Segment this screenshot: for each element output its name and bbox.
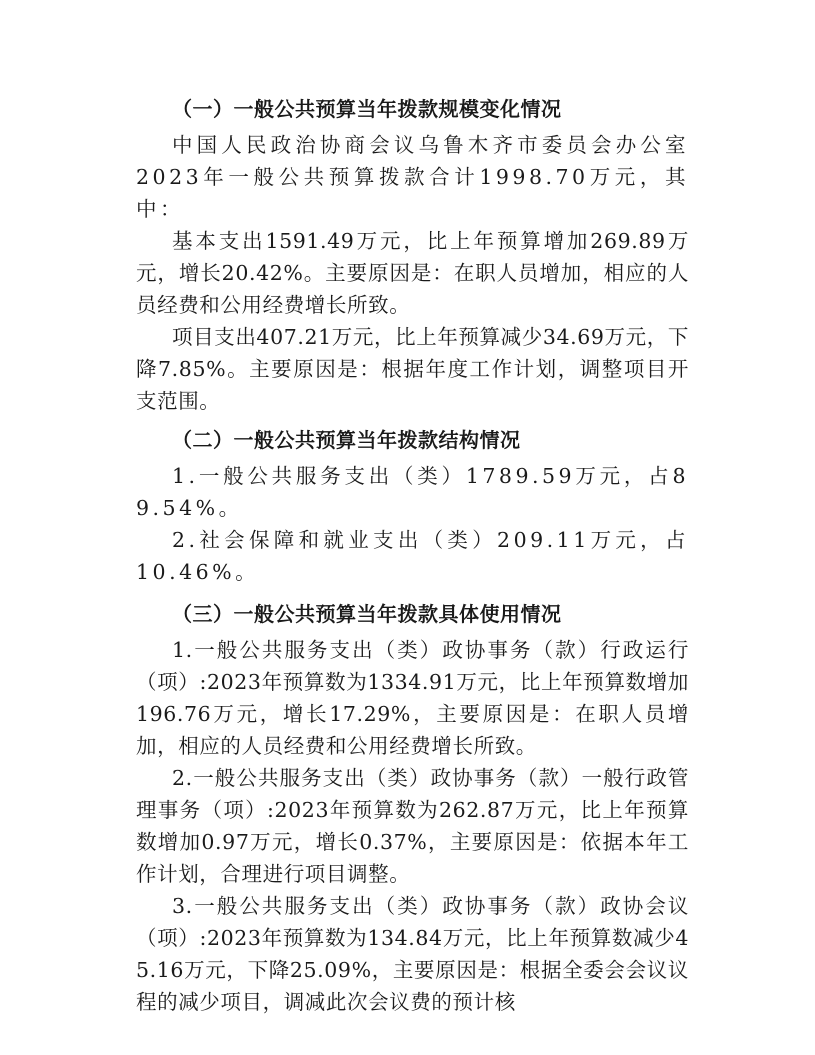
paragraph-general-administration: 2.一般公共服务支出（类）政协事务（款）一般行政管理事务（项）:2023年预算数为262.87万元，比上年预算数增加0.97万元，增长0.37%，主要原因是：依据本年工作计划，合理进行项目调整。 — [136, 766, 689, 886]
section-heading-structure: （二）一般公共预算当年拨款结构情况 — [172, 428, 521, 452]
paragraph-administrative-operation: 1.一般公共服务支出（类）政协事务（款）行政运行（项）:2023年预算数为1334.91万元，比上年预算数增加196.76万元，增长17.29%，主要原因是：在职人员增加，相应的人员经费和公用经费增长所致。 — [136, 638, 689, 758]
paragraph-basic-expenditure: 基本支出1591.49万元，比上年预算增加269.89万元，增长20.42%。主要原因是：在职人员增加，相应的人员经费和公用经费增长所致。 — [136, 229, 689, 317]
paragraph-cppcc-meeting: 3.一般公共服务支出（类）政协事务（款）政协会议（项）:2023年预算数为134.84万元，比上年预算数减少45.16万元，下降25.09%，主要原因是：根据全委会会议议程的减少项目，调减此次会议费的预计核 — [136, 894, 689, 1014]
paragraph-project-expenditure: 项目支出407.21万元，比上年预算减少34.69万元，下降7.85%。主要原因是：根据年度工作计划，调整项目开支范围。 — [136, 325, 689, 413]
paragraph-total-appropriation: 中国人民政治协商会议乌鲁木齐市委员会办公室2023年一般公共预算拨款合计1998.70万元，其中： — [136, 133, 689, 221]
paragraph-social-security: 2.社会保障和就业支出（类）209.11万元，占10.46%。 — [136, 528, 689, 584]
section-heading-specific-use: （三）一般公共预算当年拨款具体使用情况 — [172, 602, 562, 626]
section-heading-scale-change: （一）一般公共预算当年拨款规模变化情况 — [172, 97, 562, 121]
paragraph-general-public-services: 1.一般公共服务支出（类）1789.59万元，占89.54%。 — [136, 464, 689, 520]
document-body — [136, 90, 689, 1018]
